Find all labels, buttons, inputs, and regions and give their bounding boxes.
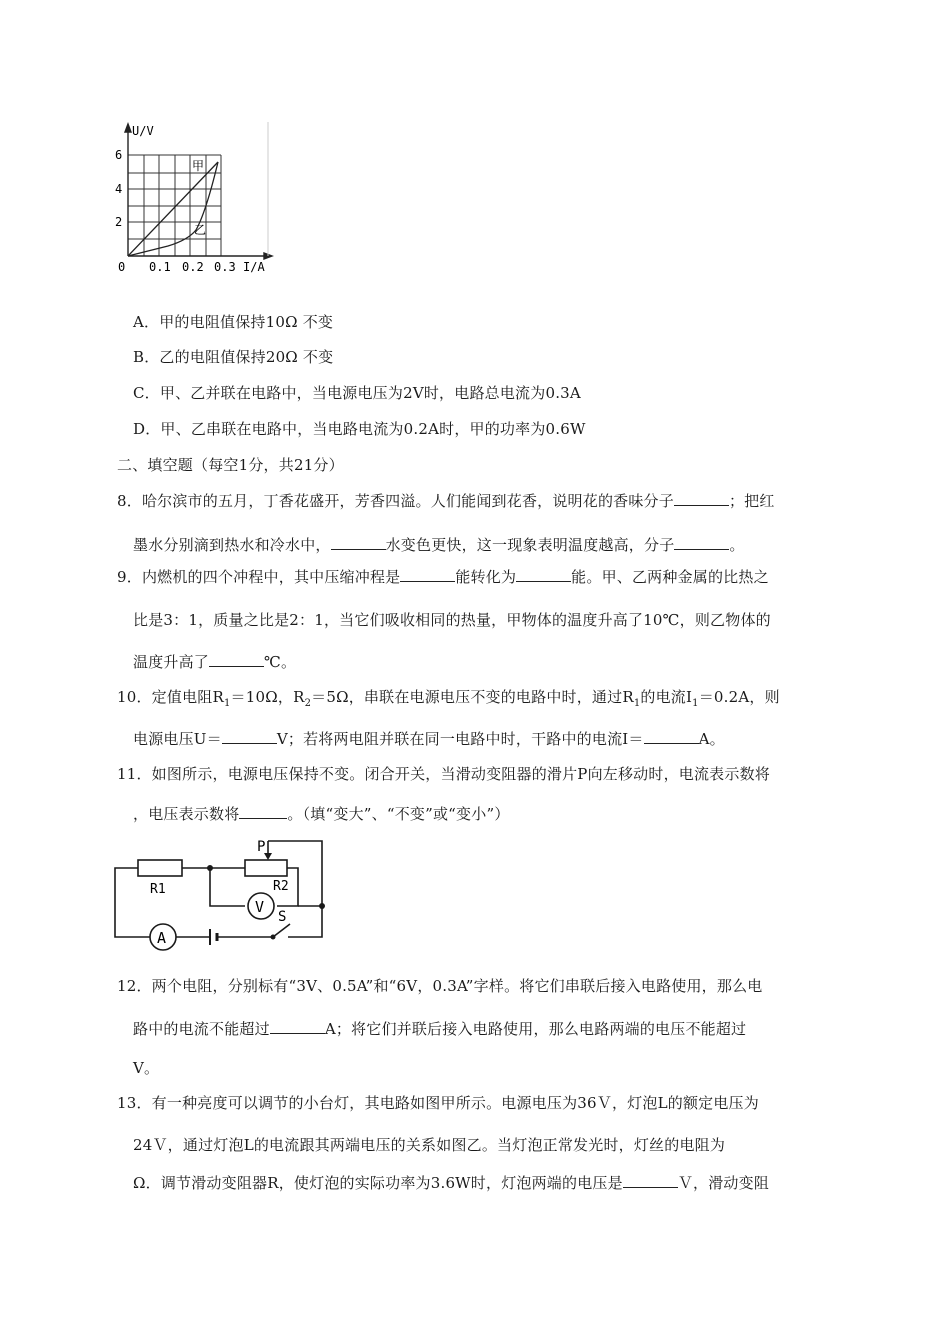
q9-line-1: 9．内燃机的四个冲程中，其中压缩冲程是 能转化为 能。甲、乙两种金属的比热之: [117, 568, 769, 586]
label-r1: R1: [150, 882, 166, 897]
q10-blank-1[interactable]: [222, 729, 277, 744]
y-tick-4: 4: [115, 182, 123, 196]
q8-blank-3[interactable]: [674, 535, 729, 550]
curve-label-jia: 甲: [192, 159, 205, 173]
q13-line-2: 24Ｖ，通过灯泡L的电流跟其两端电压的关系如图乙。当灯泡正常发光时，灯丝的电阻为: [133, 1136, 726, 1154]
q9-line-2: 比是3：1，质量之比是2：1，当它们吸收相同的热量，甲物体的温度升高了10℃，则乙物体的: [133, 611, 771, 629]
label-p: P: [257, 839, 266, 855]
label-v: V: [255, 898, 265, 916]
q9-blank-2[interactable]: [516, 567, 571, 582]
q11-blank-2[interactable]: [239, 804, 287, 819]
q11-line-1: 11．如图所示，电源电压保持不变。闭合开关，当滑动变阻器的滑片P向左移动时，电流表示数将: [117, 765, 770, 783]
x-tick-0.1: 0.1: [149, 260, 171, 274]
q7-option-d: D．甲、乙串联在电路中，当电路电流为0.2A时，甲的功率为0.6W: [133, 420, 586, 438]
u-i-graph: [108, 122, 278, 277]
y-axis-label: U/V: [132, 124, 154, 138]
origin-label: 0: [118, 260, 126, 274]
q8-blank-1[interactable]: [674, 491, 729, 506]
y-tick-6: 6: [115, 148, 123, 162]
q12-blank-1[interactable]: [270, 1019, 325, 1034]
q8-blank-2[interactable]: [331, 535, 386, 550]
q12-line-1: 12．两个电阻，分别标有“3V、0.5A”和“6V，0.3A”字样。将它们串联后接入电路使用，那么电: [117, 977, 763, 995]
x-tick-0.2: 0.2: [182, 260, 204, 274]
y-tick-2: 2: [115, 215, 123, 229]
q11-line-2: ，电压表示数将 。（填“变大”、“不变”或“变小”）: [133, 805, 510, 823]
section-title: 二、填空题（每空1分，共21分）: [117, 456, 344, 474]
q13-line-3: Ω．调节滑动变阻器R，使灯泡的实际功率为3.6W时，灯泡两端的电压是 Ｖ，滑动变阻: [133, 1174, 770, 1192]
q13-line-1: 13．有一种亮度可以调节的小台灯，其电路如图甲所示。电源电压为36Ｖ，灯泡L的额定电压为: [117, 1094, 759, 1112]
q10-blank-2[interactable]: [644, 729, 699, 744]
q8-line-2: 墨水分别滴到热水和冷水中， 水变色更快，这一现象表明温度越高，分子 。: [133, 536, 745, 554]
q9-blank-1[interactable]: [400, 567, 455, 582]
label-r2: R2: [273, 879, 289, 894]
q13-blank-1[interactable]: [623, 1173, 678, 1188]
q8-line-1: 8．哈尔滨市的五月，丁香花盛开，芳香四溢。人们能闻到花香，说明花的香味分子 ；把红: [117, 492, 775, 510]
label-s: S: [278, 909, 287, 925]
q10-line-1: 10．定值电阻$R_1=10\Omega$，$R_2=5\Omega$，串联在电源电压不变的电路中时，通过$R_1$的电流$I_1=0.2A$，则: [117, 688, 780, 709]
q7-option-c: C．甲、乙并联在电路中，当电源电压为2V时，电路总电流为0.3A: [133, 384, 581, 402]
curve-label-yi: 乙: [194, 223, 207, 237]
q9-blank-3[interactable]: [209, 652, 264, 667]
q9-line-3: 温度升高了 ℃。: [133, 653, 297, 671]
q10-line-2: 电源电压U＝ V；若将两电阻并联在同一电路中时，干路中的电流I＝ A。: [133, 730, 725, 748]
label-a: A: [157, 929, 167, 947]
q7-option-b: B．乙的电阻值保持20Ω 不变: [133, 348, 334, 366]
q12-line-3: V。: [133, 1059, 160, 1077]
x-axis-label: I/A: [243, 260, 265, 274]
circuit-diagram: [110, 833, 330, 951]
q12-line-2: 路中的电流不能超过 A；将它们并联后接入电路使用，那么电路两端的电压不能超过: [133, 1020, 747, 1038]
q7-option-a: A．甲的电阻值保持10Ω 不变: [133, 313, 334, 331]
x-tick-0.3: 0.3: [214, 260, 236, 274]
